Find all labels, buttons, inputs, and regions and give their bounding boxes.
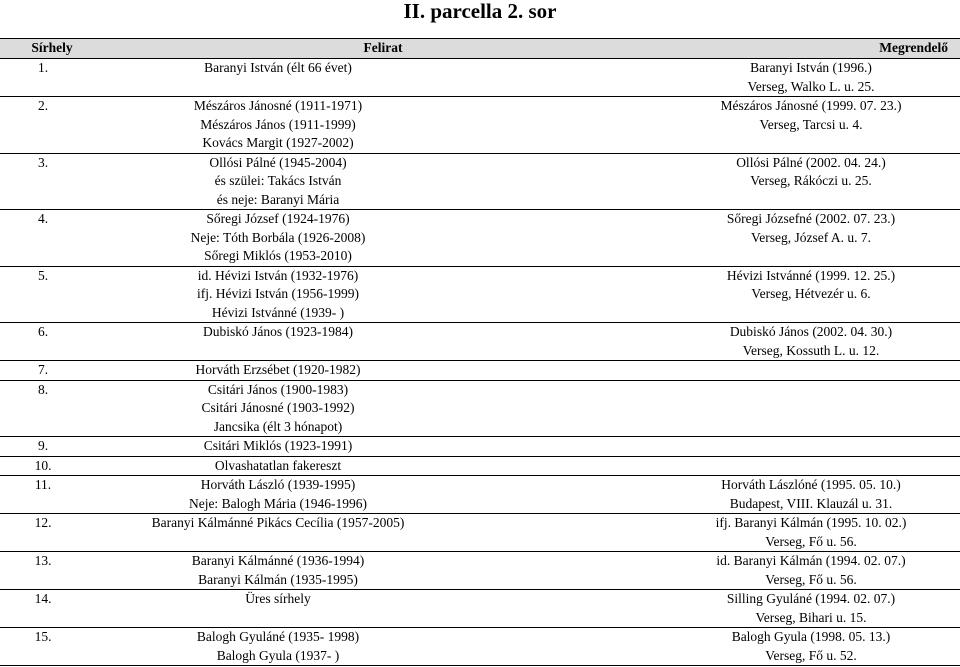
- orderer-line: Dubiskó János (2002. 04. 30.): [729, 324, 893, 339]
- orderer-cell: [662, 590, 960, 628]
- orderer-line: Verseg, József A. u. 7.: [751, 229, 871, 245]
- inscription-cell: [104, 514, 662, 552]
- grave-number: 1.: [0, 59, 104, 97]
- inscription-cell: [104, 153, 662, 210]
- orderer-line: Verseg, Fő u. 56.: [765, 571, 857, 587]
- orderer-line: Verseg, Fő u. 56.: [765, 533, 857, 549]
- inscription-line: Mészáros János (1911-1999): [200, 116, 356, 132]
- orderer-line: Verseg, Rákóczi u. 25.: [750, 173, 872, 188]
- table-row: [0, 590, 960, 628]
- table-row: [0, 266, 960, 323]
- inscription-line: Sőregi Miklós (1953-2010): [204, 248, 352, 263]
- table-row: [0, 456, 960, 476]
- grave-number: 5.: [0, 266, 104, 323]
- inscription-line: Baranyi Kálmán (1935-1995): [198, 571, 358, 587]
- inscription-cell: [104, 210, 662, 267]
- orderer-line: Mészáros Jánosné (1999. 07. 23.): [720, 98, 902, 113]
- orderer-cell: [662, 153, 960, 210]
- table-row: [0, 210, 960, 267]
- grave-number: 4.: [0, 210, 104, 267]
- table-row: [0, 514, 960, 552]
- inscription-line: Horváth László (1939-1995): [200, 477, 356, 492]
- inscription-line: Baranyi Kálmánné Pikács Cecília (1957-2005): [151, 515, 405, 530]
- orderer-cell: [662, 514, 960, 552]
- grave-number: 9.: [0, 437, 104, 457]
- inscription-cell: [104, 628, 662, 666]
- orderer-line: Horváth Lászlóné (1995. 05. 10.): [721, 477, 901, 492]
- table-row: [0, 97, 960, 154]
- inscription-line: Neje: Tóth Borbála (1926-2008): [190, 229, 366, 245]
- inscription-line: Balogh Gyula (1937- ): [216, 647, 340, 663]
- orderer-line: Budapest, VIII. Klauzál u. 31.: [729, 495, 893, 511]
- inscription-cell: [104, 552, 662, 590]
- inscription-cell: [104, 456, 662, 476]
- inscription-cell: [104, 59, 662, 97]
- orderer-line: Sőregi Józsefné (2002. 07. 23.): [726, 211, 896, 226]
- grave-number: 15.: [0, 628, 104, 666]
- orderer-cell: [662, 97, 960, 154]
- inscription-line: Jancsika (élt 3 hónapot): [213, 418, 343, 434]
- table-row: [0, 59, 960, 97]
- inscription-cell: [104, 97, 662, 154]
- inscription-line: Sőregi József (1924-1976): [206, 211, 350, 226]
- inscription-line: Kovács Margit (1927-2002): [202, 135, 354, 150]
- orderer-cell: [662, 437, 960, 457]
- orderer-cell: [662, 210, 960, 267]
- orderer-line: Verseg, Tarcsi u. 4.: [759, 116, 863, 132]
- header-felirat: Felirat: [104, 39, 662, 59]
- grave-number: 3.: [0, 153, 104, 210]
- table-header-row: [0, 39, 960, 59]
- orderer-line: ifj. Baranyi Kálmán (1995. 10. 02.): [715, 515, 907, 530]
- grave-number: 2.: [0, 97, 104, 154]
- inscription-cell: [104, 476, 662, 514]
- grave-number: 10.: [0, 456, 104, 476]
- table-row: [0, 476, 960, 514]
- orderer-cell: [662, 628, 960, 666]
- inscription-cell: [104, 437, 662, 457]
- orderer-cell: [662, 552, 960, 590]
- inscription-line: Üres sírhely: [245, 591, 311, 606]
- table-row: [0, 323, 960, 361]
- table-body: [0, 59, 960, 666]
- grave-number: 13.: [0, 552, 104, 590]
- inscription-cell: [104, 323, 662, 361]
- inscription-line: Balogh Gyuláné (1935- 1998): [196, 629, 360, 644]
- table-row: [0, 552, 960, 590]
- orderer-cell: [662, 59, 960, 97]
- orderer-line: Hévizi Istvánné (1999. 12. 25.): [726, 267, 896, 283]
- inscription-cell: [104, 266, 662, 323]
- inscription-cell: [104, 380, 662, 437]
- orderer-cell: [662, 456, 960, 476]
- inscription-line: ifj. Hévizi István (1956-1999): [197, 286, 359, 301]
- grave-number: 11.: [0, 476, 104, 514]
- page-title: II. parcella 2. sor: [403, 0, 557, 23]
- table-row: [0, 153, 960, 210]
- orderer-line: Verseg, Fő u. 52.: [765, 647, 857, 663]
- inscription-line: Csitári Miklós (1923-1991): [203, 438, 353, 453]
- inscription-line: Baranyi Kálmánné (1936-1994): [191, 553, 365, 568]
- orderer-line: Baranyi István (1996.): [750, 60, 872, 75]
- table-row: [0, 437, 960, 457]
- orderer-line: Verseg, Bihari u. 15.: [755, 609, 867, 625]
- header-megrendelo: Megrendelő: [662, 39, 960, 59]
- orderer-line: Ollósi Pálné (2002. 04. 24.): [736, 154, 886, 170]
- grave-number: 7.: [0, 361, 104, 381]
- inscription-line: Ollósi Pálné (1945-2004): [209, 154, 347, 170]
- inscription-line: Dubiskó János (1923-1984): [203, 324, 353, 339]
- orderer-line: Balogh Gyula (1998. 05. 13.): [731, 629, 891, 644]
- orderer-cell: [662, 361, 960, 381]
- grave-number: 8.: [0, 380, 104, 437]
- grave-number: 14.: [0, 590, 104, 628]
- inscription-line: Baranyi István (élt 66 évet): [204, 60, 352, 75]
- orderer-line: Verseg, Walko L. u. 25.: [747, 78, 875, 94]
- inscription-line: id. Hévizi István (1932-1976): [197, 267, 359, 283]
- table-row: [0, 361, 960, 381]
- inscription-line: Hévizi Istvánné (1939- ): [211, 304, 345, 320]
- inscription-line: és neje: Baranyi Mária: [216, 191, 340, 207]
- inscription-line: Olvashatatlan fakereszt: [214, 457, 342, 473]
- inscription-line: Csitári János (1900-1983): [207, 381, 349, 397]
- inscription-line: Csitári Jánosné (1903-1992): [201, 400, 355, 415]
- table-row: [0, 628, 960, 666]
- inscription-line: Horváth Erzsébet (1920-1982): [195, 362, 361, 377]
- inscription-cell: [104, 361, 662, 381]
- grave-number: 12.: [0, 514, 104, 552]
- grave-number: 6.: [0, 323, 104, 361]
- orderer-cell: [662, 266, 960, 323]
- header-sirhely: Sírhely: [0, 39, 104, 59]
- orderer-cell: [662, 323, 960, 361]
- orderer-line: Silling Gyuláné (1994. 02. 07.): [726, 591, 896, 606]
- grave-table: [0, 38, 960, 666]
- orderer-line: id. Baranyi Kálmán (1994. 02. 07.): [716, 553, 906, 568]
- orderer-cell: [662, 476, 960, 514]
- table-row: [0, 380, 960, 437]
- inscription-line: és szülei: Takács István: [214, 173, 342, 188]
- inscription-line: Mészáros Jánosné (1911-1971): [193, 98, 363, 113]
- orderer-line: Verseg, Kossuth L. u. 12.: [742, 342, 880, 358]
- orderer-cell: [662, 380, 960, 437]
- inscription-line: Neje: Balogh Mária (1946-1996): [188, 495, 368, 511]
- inscription-cell: [104, 590, 662, 628]
- orderer-line: Verseg, Hétvezér u. 6.: [751, 286, 871, 301]
